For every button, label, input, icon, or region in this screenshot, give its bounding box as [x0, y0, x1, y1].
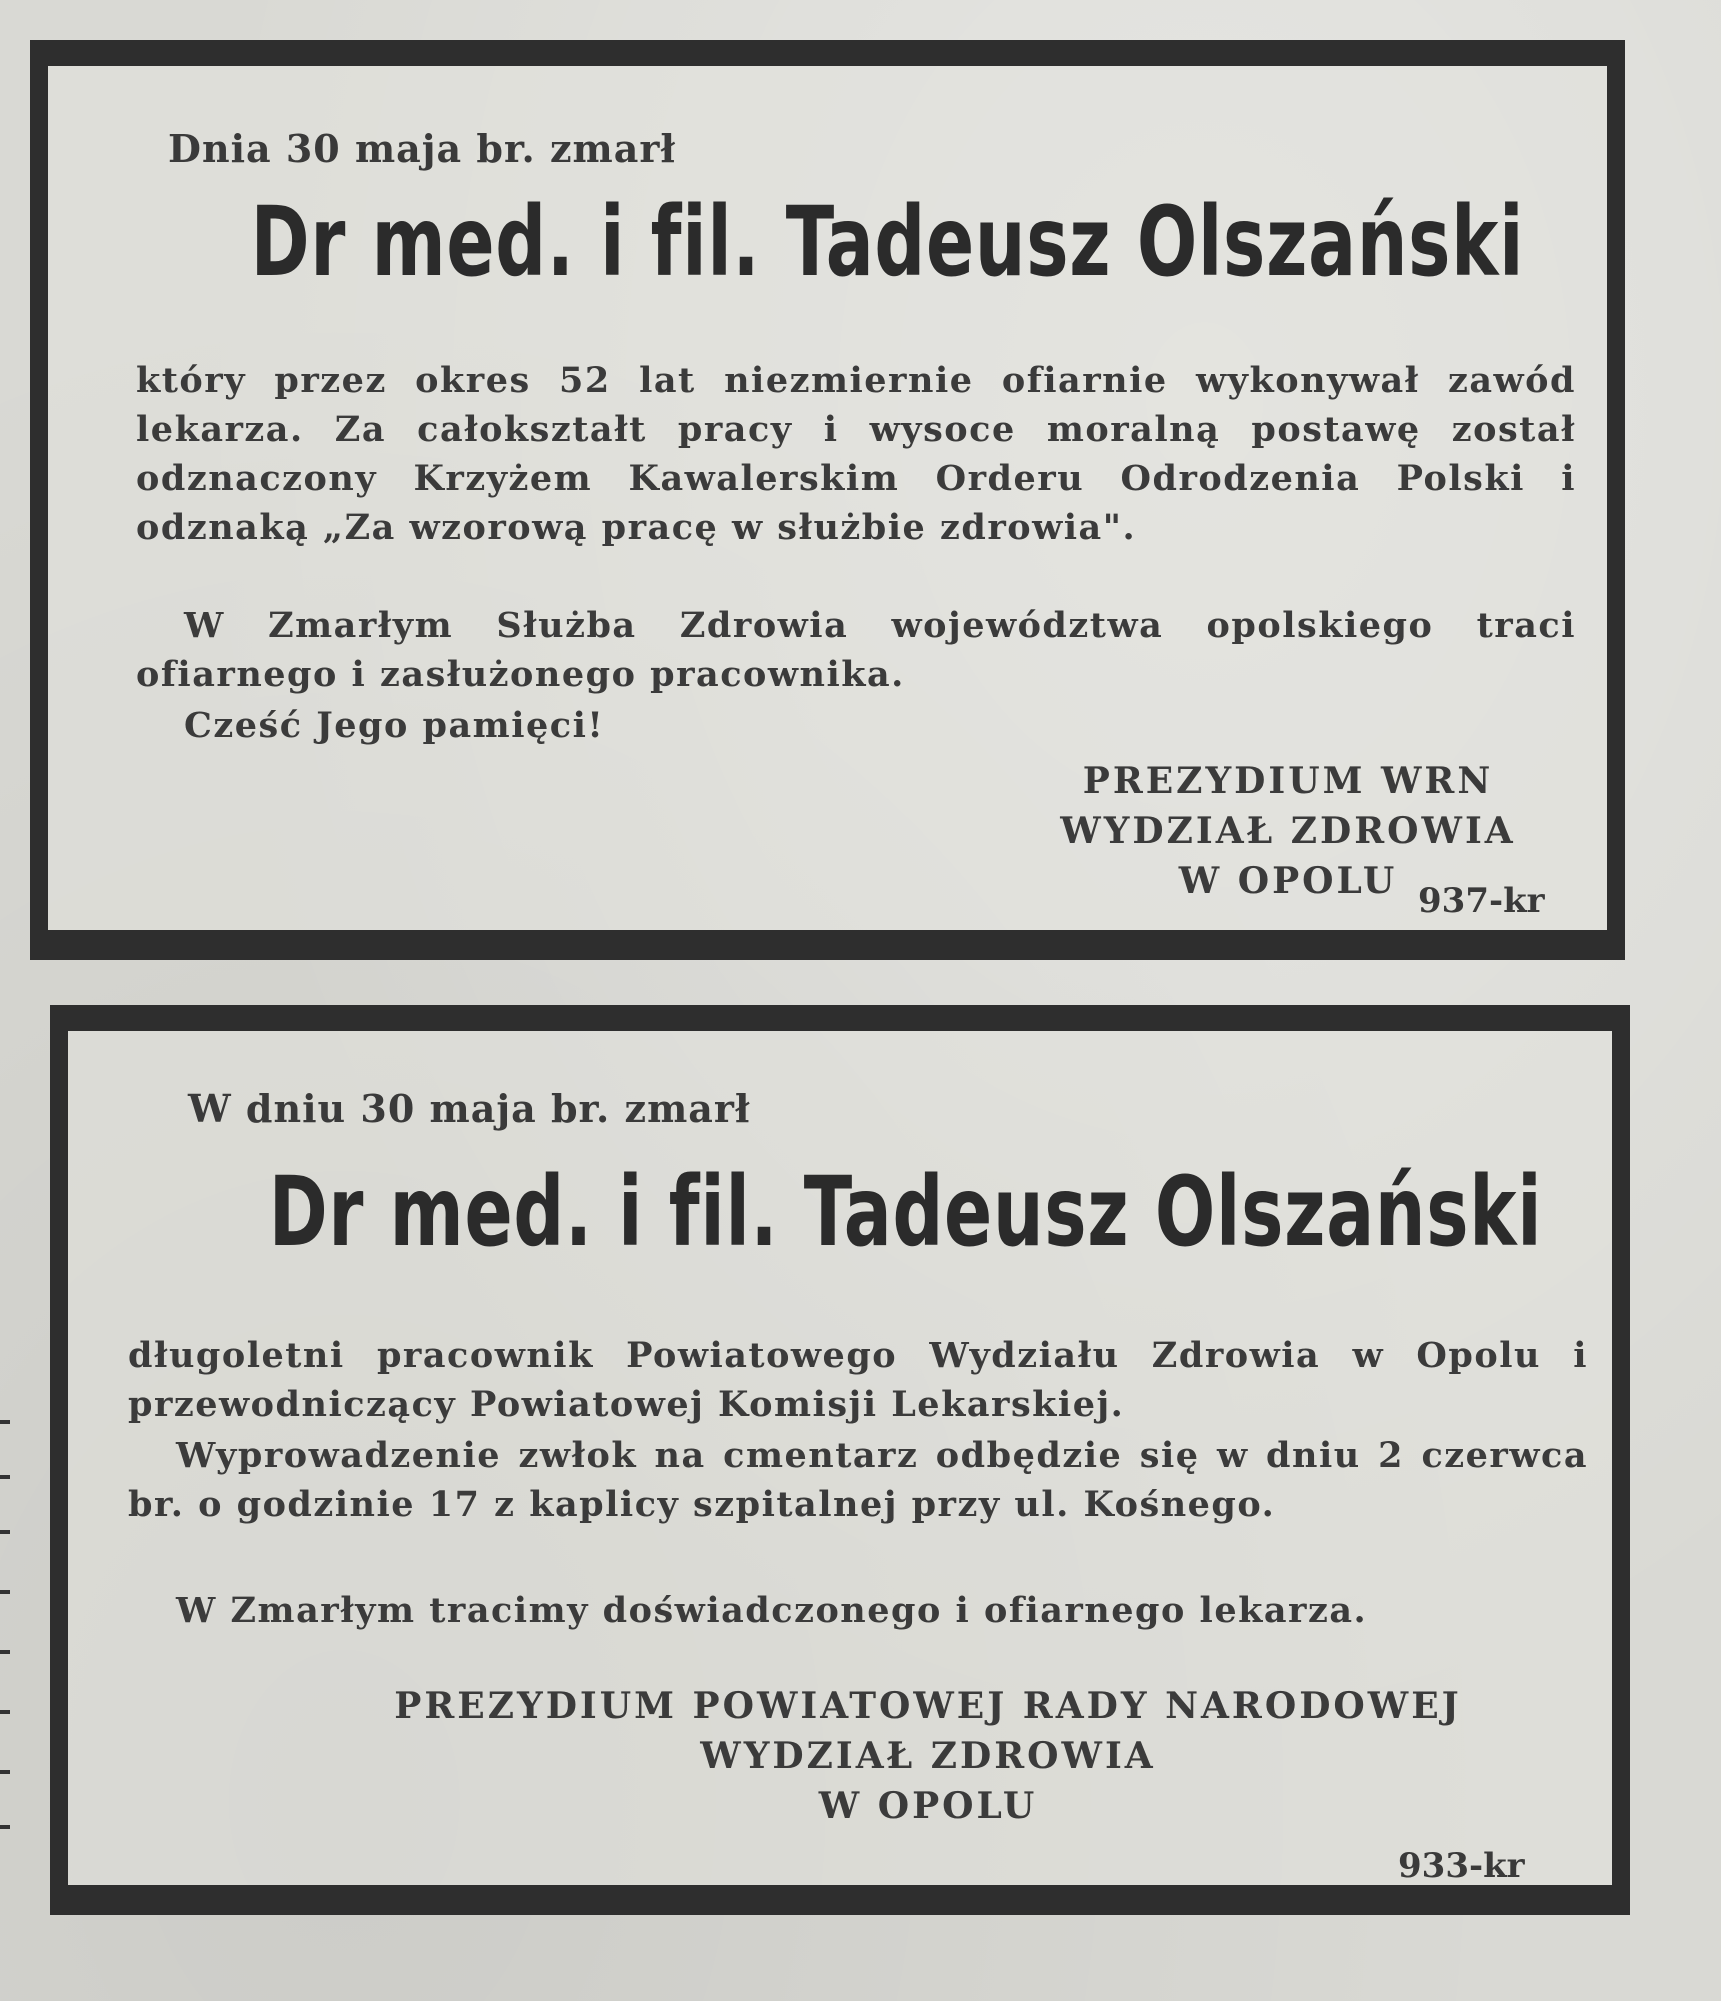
margin-tick: [0, 1530, 10, 1534]
margin-tick: [0, 1650, 10, 1654]
notice-paragraph: który przez okres 52 lat niezmiernie ofiarnie wykonywał zawód lekarza. Za całokształt pracy i wysoce moralną postawę został odznaczony Krzyżem Kawalerskim Orderu Odrodzenia Polski i odznaką „Za wzorową pracę w służbie zdrowia".: [136, 360, 1576, 548]
margin-tick: [0, 1420, 10, 1424]
notice-paragraph: Wyprowadzenie zwłok na cmentarz odbędzie się w dniu 2 czerwca br. o godzinie 17 z kaplicy szpitalnej przy ul. Kośnego.: [128, 1435, 1588, 1525]
margin-tick: [0, 1475, 10, 1479]
signature-line: W OPOLU: [818, 1785, 1038, 1827]
notice-paragraph: W Zmarłym Służba Zdrowia województwa opolskiego traci ofiarnego i zasłużonego pracownika.: [136, 605, 1576, 695]
notice-paragraph: W Zmarłym tracimy doświadczonego i ofiarnego lekarza.: [176, 1590, 1368, 1631]
notice-paragraph: Cześć Jego pamięci!: [184, 705, 605, 746]
notice-intro: W dniu 30 maja br. zmarł: [188, 1086, 751, 1131]
notice-intro: Dnia 30 maja br. zmarł: [168, 126, 677, 171]
signature-block: [268, 1681, 1588, 1831]
signature-line: WYDZIAŁ ZDROWIA: [1060, 810, 1516, 852]
ad-code: 933-kr: [1398, 1846, 1525, 1886]
signature-line: W OPOLU: [1178, 860, 1398, 902]
deceased-name-headline: Dr med. i fil. Tadeusz Olszański: [268, 1156, 1543, 1268]
margin-tick: [0, 1825, 10, 1829]
ad-code: 937-kr: [1418, 881, 1545, 921]
obituary-notice-2: [50, 1005, 1630, 1915]
margin-tick: [0, 1590, 10, 1594]
margin-tick: [0, 1710, 10, 1714]
deceased-name-headline: Dr med. i fil. Tadeusz Olszański: [250, 186, 1525, 298]
signature-line: PREZYDIUM WRN: [1082, 760, 1494, 802]
signature-line: PREZYDIUM POWIATOWEJ RADY NARODOWEJ: [394, 1685, 1462, 1727]
obituary-notice-1: [30, 40, 1625, 960]
signature-line: WYDZIAŁ ZDROWIA: [700, 1735, 1156, 1777]
notice-paragraph: długoletni pracownik Powiatowego Wydziału Zdrowia w Opolu i przewodniczący Powiatowej Komisji Lekarskiej.: [128, 1335, 1588, 1425]
margin-tick: [0, 1770, 10, 1774]
